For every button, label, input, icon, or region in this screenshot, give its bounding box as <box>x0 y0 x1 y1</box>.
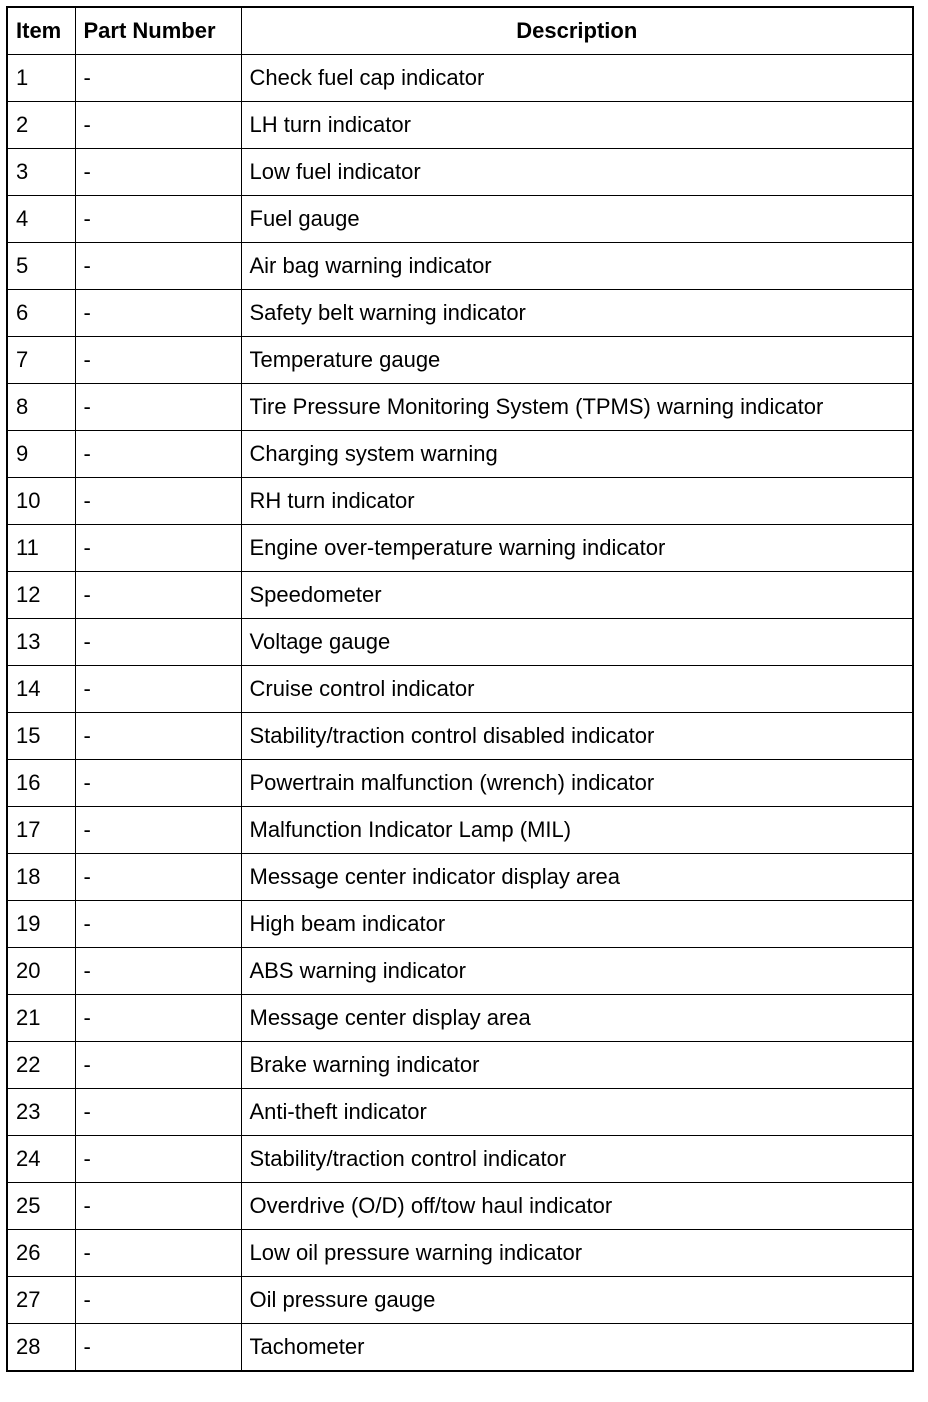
table-row <box>7 290 913 337</box>
description-cell: Overdrive (O/D) off/tow haul indicator <box>241 1183 913 1230</box>
table-row <box>7 478 913 525</box>
part-number-cell: - <box>75 901 241 948</box>
description-cell: Brake warning indicator <box>241 1042 913 1089</box>
table-row <box>7 619 913 666</box>
description-cell: Malfunction Indicator Lamp (MIL) <box>241 807 913 854</box>
item-cell: 5 <box>7 243 75 290</box>
table-row <box>7 760 913 807</box>
item-cell: 2 <box>7 102 75 149</box>
table-row <box>7 666 913 713</box>
table-row <box>7 807 913 854</box>
item-cell: 22 <box>7 1042 75 1089</box>
description-cell: Engine over-temperature warning indicator <box>241 525 913 572</box>
item-cell: 19 <box>7 901 75 948</box>
item-cell: 12 <box>7 572 75 619</box>
part-number-cell: - <box>75 384 241 431</box>
description-cell: Tachometer <box>241 1324 913 1372</box>
description-cell: Charging system warning <box>241 431 913 478</box>
table-row <box>7 196 913 243</box>
part-number-cell: - <box>75 619 241 666</box>
description-cell: Fuel gauge <box>241 196 913 243</box>
part-number-cell: - <box>75 807 241 854</box>
description-cell: Powertrain malfunction (wrench) indicator <box>241 760 913 807</box>
part-number-cell: - <box>75 243 241 290</box>
description-cell: Check fuel cap indicator <box>241 55 913 102</box>
item-cell: 8 <box>7 384 75 431</box>
table-row <box>7 1136 913 1183</box>
part-number-cell: - <box>75 478 241 525</box>
table-row <box>7 1183 913 1230</box>
table-row <box>7 713 913 760</box>
description-cell: Low oil pressure warning indicator <box>241 1230 913 1277</box>
table-row <box>7 1042 913 1089</box>
part-number-cell: - <box>75 1042 241 1089</box>
part-number-cell: - <box>75 760 241 807</box>
description-cell: Tire Pressure Monitoring System (TPMS) warning indicator <box>241 384 913 431</box>
item-cell: 25 <box>7 1183 75 1230</box>
description-cell: Speedometer <box>241 572 913 619</box>
table-row <box>7 431 913 478</box>
column-header-item: Item <box>7 7 75 55</box>
part-number-cell: - <box>75 290 241 337</box>
description-cell: Low fuel indicator <box>241 149 913 196</box>
part-number-cell: - <box>75 1277 241 1324</box>
item-cell: 16 <box>7 760 75 807</box>
item-cell: 10 <box>7 478 75 525</box>
part-number-cell: - <box>75 149 241 196</box>
table-row <box>7 995 913 1042</box>
table-row <box>7 572 913 619</box>
description-cell: Air bag warning indicator <box>241 243 913 290</box>
description-cell: Message center display area <box>241 995 913 1042</box>
table-row <box>7 901 913 948</box>
parts-table <box>6 6 914 1372</box>
table-row <box>7 384 913 431</box>
description-cell: RH turn indicator <box>241 478 913 525</box>
item-cell: 13 <box>7 619 75 666</box>
item-cell: 7 <box>7 337 75 384</box>
column-header-description: Description <box>241 7 913 55</box>
description-cell: Anti-theft indicator <box>241 1089 913 1136</box>
part-number-cell: - <box>75 1183 241 1230</box>
part-number-cell: - <box>75 337 241 384</box>
item-cell: 20 <box>7 948 75 995</box>
description-cell: Oil pressure gauge <box>241 1277 913 1324</box>
item-cell: 15 <box>7 713 75 760</box>
item-cell: 9 <box>7 431 75 478</box>
part-number-cell: - <box>75 525 241 572</box>
description-cell: Temperature gauge <box>241 337 913 384</box>
item-cell: 6 <box>7 290 75 337</box>
description-cell: Message center indicator display area <box>241 854 913 901</box>
part-number-cell: - <box>75 55 241 102</box>
item-cell: 11 <box>7 525 75 572</box>
item-cell: 21 <box>7 995 75 1042</box>
item-cell: 1 <box>7 55 75 102</box>
item-cell: 24 <box>7 1136 75 1183</box>
table-row <box>7 1089 913 1136</box>
item-cell: 3 <box>7 149 75 196</box>
description-cell: Stability/traction control disabled indicator <box>241 713 913 760</box>
description-cell: LH turn indicator <box>241 102 913 149</box>
table-row <box>7 149 913 196</box>
column-header-part-number: Part Number <box>75 7 241 55</box>
table-row <box>7 948 913 995</box>
description-cell: High beam indicator <box>241 901 913 948</box>
part-number-cell: - <box>75 431 241 478</box>
part-number-cell: - <box>75 196 241 243</box>
item-cell: 14 <box>7 666 75 713</box>
part-number-cell: - <box>75 948 241 995</box>
item-cell: 18 <box>7 854 75 901</box>
part-number-cell: - <box>75 1136 241 1183</box>
table-row <box>7 243 913 290</box>
part-number-cell: - <box>75 713 241 760</box>
description-cell: Stability/traction control indicator <box>241 1136 913 1183</box>
item-cell: 26 <box>7 1230 75 1277</box>
description-cell: Cruise control indicator <box>241 666 913 713</box>
item-cell: 17 <box>7 807 75 854</box>
table-row <box>7 1277 913 1324</box>
table-row <box>7 525 913 572</box>
part-number-cell: - <box>75 1230 241 1277</box>
description-cell: Voltage gauge <box>241 619 913 666</box>
table-row <box>7 1230 913 1277</box>
part-number-cell: - <box>75 572 241 619</box>
table-row <box>7 337 913 384</box>
description-cell: ABS warning indicator <box>241 948 913 995</box>
table-row <box>7 55 913 102</box>
table-row <box>7 1324 913 1372</box>
item-cell: 23 <box>7 1089 75 1136</box>
part-number-cell: - <box>75 666 241 713</box>
part-number-cell: - <box>75 995 241 1042</box>
item-cell: 27 <box>7 1277 75 1324</box>
part-number-cell: - <box>75 854 241 901</box>
table-header-row <box>7 7 913 55</box>
item-cell: 28 <box>7 1324 75 1372</box>
description-cell: Safety belt warning indicator <box>241 290 913 337</box>
table-row <box>7 854 913 901</box>
table-body <box>7 55 913 1372</box>
table-row <box>7 102 913 149</box>
item-cell: 4 <box>7 196 75 243</box>
part-number-cell: - <box>75 1089 241 1136</box>
part-number-cell: - <box>75 102 241 149</box>
part-number-cell: - <box>75 1324 241 1372</box>
